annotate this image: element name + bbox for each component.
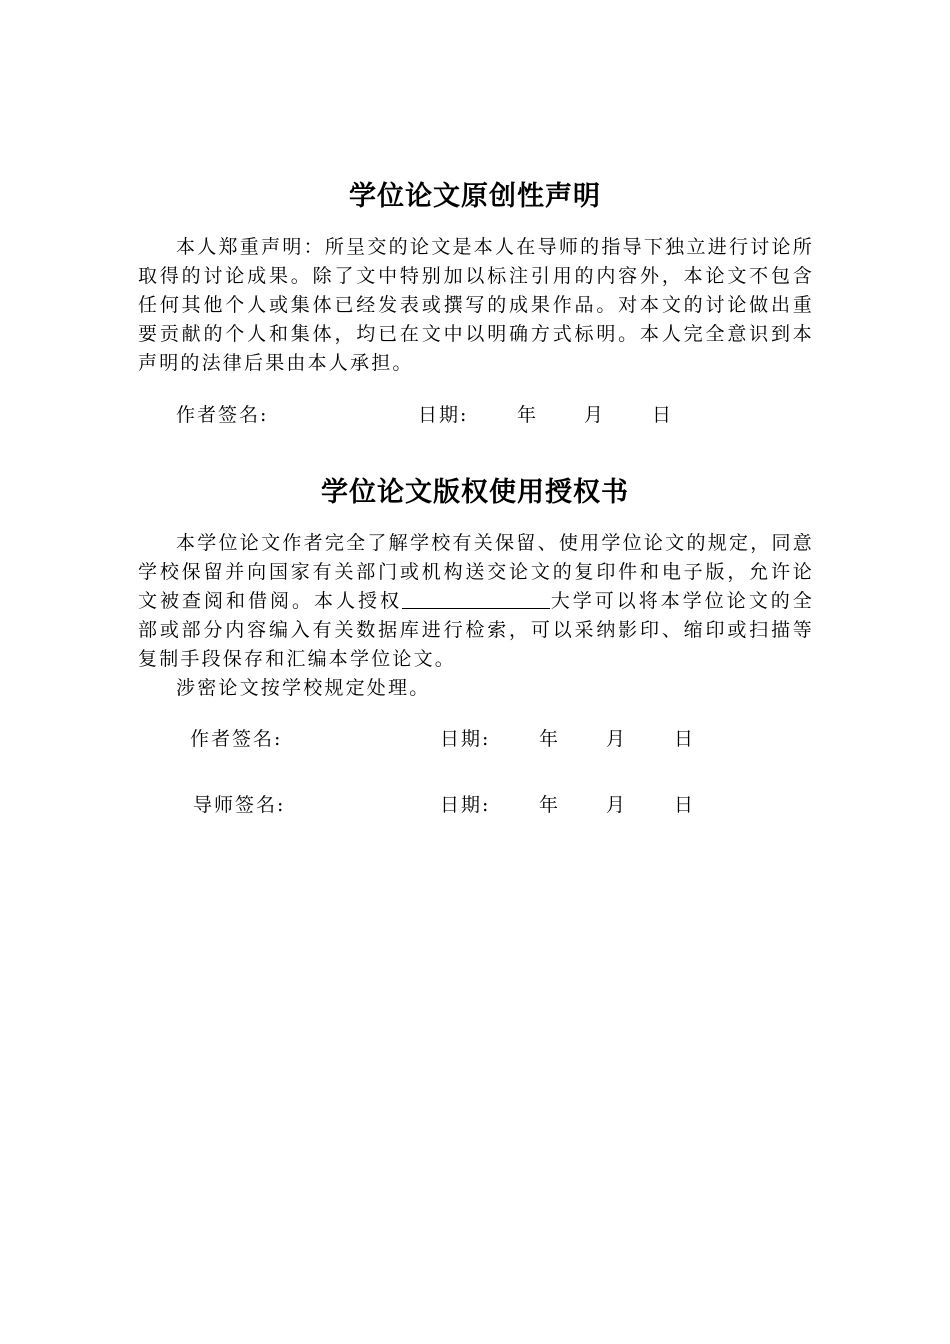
month-label: 月 — [606, 728, 628, 750]
date-label: 日期: — [440, 728, 491, 750]
declaration-title: 学位论文原创性声明 — [349, 181, 601, 212]
authorization-body-part1: 本学位论文作者完全了解学校有关保留、使用学位论文的规定，同意学校保留并向国家有关部门或机构送交论文的复印件和电子版，允许论文被查阅和借阅。本人授权 — [138, 532, 814, 612]
secret-note: 涉密论文按学校规定处理。 — [176, 677, 431, 699]
author-signature-label: 作者签名: — [176, 404, 269, 426]
year-label: 年 — [539, 794, 561, 816]
supervisor-signature-label: 导师签名: — [193, 794, 286, 816]
author-signature-label: 作者签名: — [190, 728, 283, 750]
authorization-body-part2: 大学可以将本学位论文的全部或部分内容编入有关数据库进行检索，可以采纳影印、缩印或扫描等复制手段保存和汇编本学位论文。 — [138, 590, 814, 670]
year-label: 年 — [539, 728, 561, 750]
declaration-body: 本人郑重声明：所呈交的论文是本人在导师的指导下独立进行讨论所取得的讨论成果。除了文中特别加以标注引用的内容外，本论文不包含任何其他个人或集体已经发表或撰写的成果作品。对本文的讨论做出重要贡献的个人和集体，均已在文中以明确方式标明。本人完全意识到本声明的法律后果由本人承担。 — [138, 236, 814, 374]
day-label: 日 — [674, 794, 696, 816]
month-label: 月 — [606, 794, 628, 816]
day-label: 日 — [652, 404, 674, 426]
authorization-body — [138, 529, 814, 674]
date-label: 日期: — [440, 794, 491, 816]
date-label: 日期: — [418, 404, 469, 426]
month-label: 月 — [584, 404, 606, 426]
university-name-blank[interactable] — [402, 589, 550, 609]
day-label: 日 — [674, 728, 696, 750]
year-label: 年 — [517, 404, 539, 426]
authorization-title: 学位论文版权使用授权书 — [321, 477, 629, 508]
